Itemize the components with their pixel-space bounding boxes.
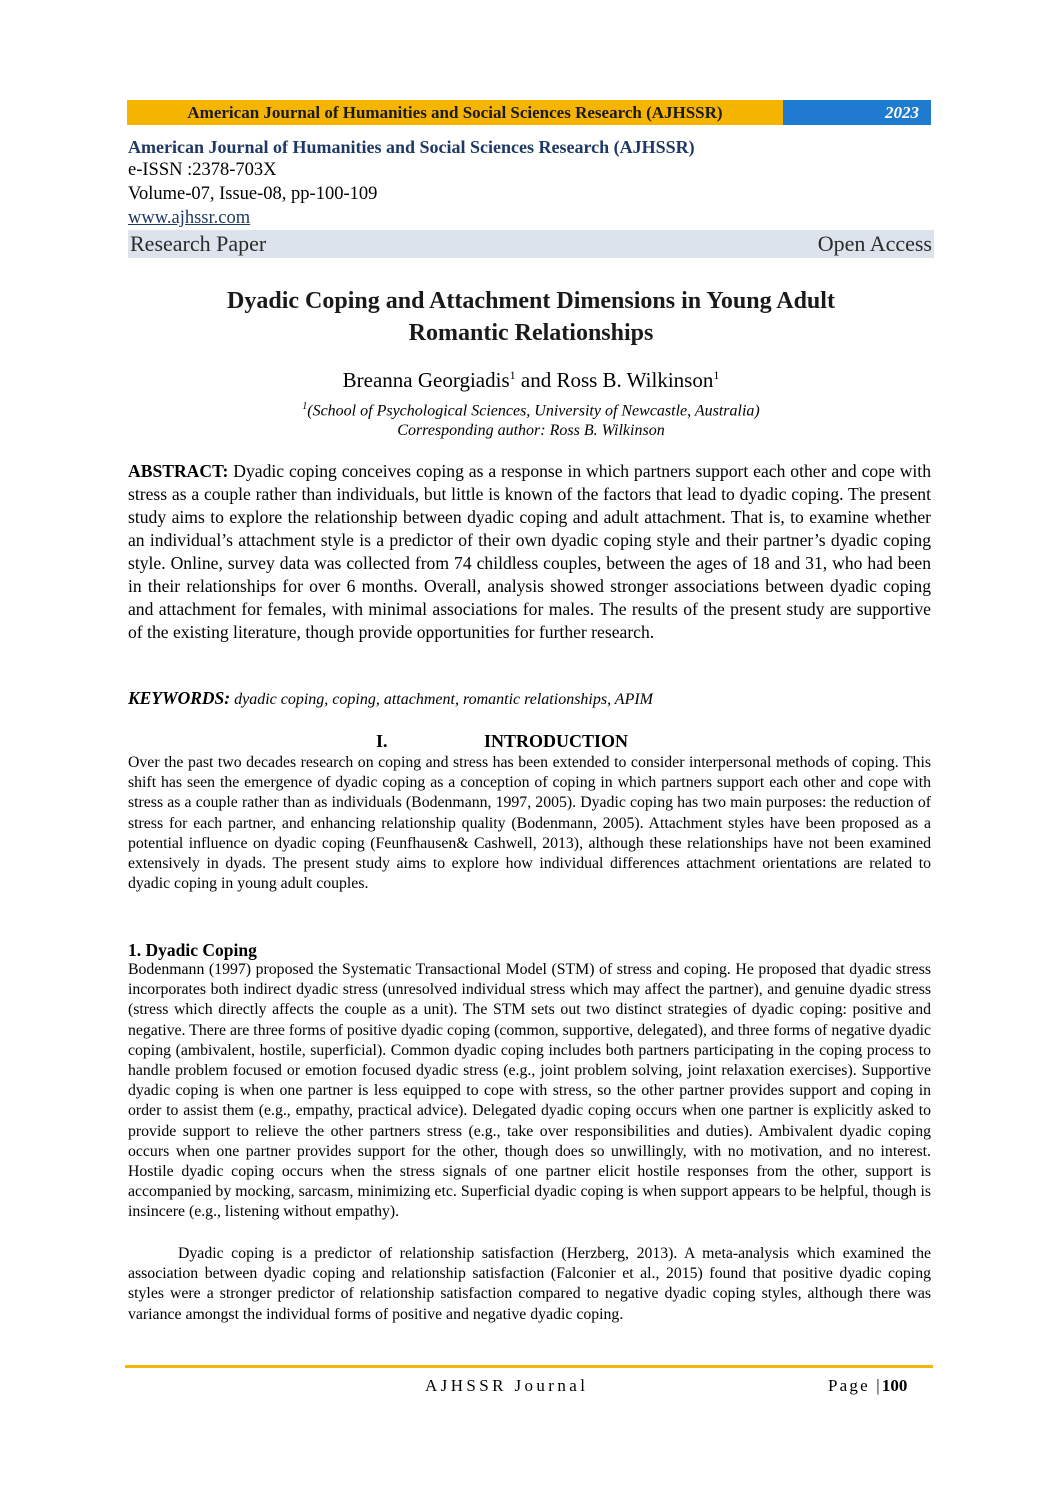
abstract-text: Dyadic coping conceives coping as a response in which partners support each other and cope with stress as a couple rather than individuals, but little is known of the factors that lead to dyadic coping. The present study aims to explore the relationship between dyadic coping and adult attachment. That is, to examine whether an individual’s attachment style is a predictor of their own dyadic coping style and their partner’s dyadic coping style. Online, survey data was collected from 74 childless couples, between the ages of 18 and 31, who had been in their relationships for over 6 months. Overall, analysis showed stronger associations between dyadic coping and attachment for females, with minimal associations for males. The results of the present study are supportive of the existing literature, though provide opportunities for further research. — [128, 461, 931, 642]
affiliation-superscript: 1 — [302, 401, 308, 412]
keywords-label: KEYWORDS: — [128, 688, 231, 708]
abstract-label: ABSTRACT: — [128, 461, 229, 481]
introduction-paragraph: Over the past two decades research on coping and stress has been extended to consider interpersonal methods of coping. This shift has seen the emergence of dyadic coping as a conception of coping in which partners support each other and cope with stress as a couple rather than as individuals (Bodenmann, 1997, 2005). Dyadic coping has two main purposes: the reduction of stress for each partner, and enhancing relationship quality (Bodenmann, 2005). Attachment styles have been proposed as a potential influence on dyadic coping (Feunfhausen& Cashwell, 2013), although these relationships have not been examined extensively in dyads. The present study aims to explore how individual differences attachment orientations are related to dyadic coping in young adult couples. — [128, 754, 931, 893]
journal-issn: e-ISSN :2378-703X — [128, 160, 277, 180]
author-2-superscript: 1 — [713, 368, 720, 382]
footer-page — [828, 1376, 907, 1396]
page-label: Page | — [828, 1376, 882, 1395]
journal-info — [128, 136, 934, 258]
section-title: INTRODUCTION — [484, 731, 629, 751]
paper-type: Research Paper — [130, 231, 267, 256]
title-line-2: Romantic Relationships — [408, 320, 654, 346]
affiliation-block — [128, 397, 934, 441]
title-line-1: Dyadic Coping and Attachment Dimensions in Young Adult — [227, 288, 835, 314]
journal-volume: Volume-07, Issue-08, pp-100-109 — [128, 184, 378, 204]
header-year: 2023 — [783, 100, 931, 125]
abstract — [128, 460, 931, 644]
author-1-superscript: 1 — [509, 368, 516, 382]
running-header — [127, 100, 931, 125]
affiliation: $^1$(School of Psychological Sciences, University of Newcastle, Australia) — [302, 401, 760, 420]
header-journal-name: American Journal of Humanities and Social Sciences Research (AJHSSR) — [127, 100, 783, 125]
subsection-heading-dyadic-coping: 1. Dyadic Coping — [128, 940, 257, 960]
section-number: I. — [376, 731, 388, 751]
footer-journal: AJHSSR Journal — [425, 1376, 589, 1395]
author-1: Breanna Georgiadis — [342, 368, 510, 392]
author-separator: and — [515, 368, 557, 392]
dyadic-coping-paragraph-1: Bodenmann (1997) proposed the Systematic Transactional Model (STM) of stress and coping. He proposed that dyadic stress incorporates both indirect dyadic stress (unresolved individual stress which may affect the partner), and genuine dyadic stress (stress which directly affects the couple as a unit). The STM sets out two distinct strategies of dyadic coping: positive and negative. There are three forms of positive dyadic coping (common, supportive, delegated), and three forms of negative dyadic coping (ambivalent, hostile, superficial). Common dyadic coping includes both partners participating in the coping process to handle problem focused or emotion focused dyadic stress (e.g., joint problem solving, joint relaxation exercises). Supportive dyadic coping is when one partner is less equipped to cope with stress, so the other partner provides support and coping in order to assist them (e.g., empathy, practical advice). Delegated dyadic coping occurs when one partner is explicitly asked to provide support to relieve the other partners stress (e.g., take over responsibilities and duties). Ambivalent dyadic coping occurs when one partner provides support for the other, though does so unwillingly, with no motivation, and no interest. Hostile dyadic coping occurs when the stress signals of one partner elicit hostile responses from the other, support is accompanied by mocking, sarcasm, minimizing etc. Superficial dyadic coping is when support appears to be helpful, though is insincere (e.g., listening without empathy). — [128, 961, 931, 1221]
journal-url-link[interactable]: www.ajhssr.com — [128, 208, 251, 228]
author-2: Ross B. Wilkinson — [556, 368, 714, 392]
keywords — [128, 688, 931, 709]
journal-name: American Journal of Humanities and Social Sciences Research (AJHSSR) — [128, 137, 695, 157]
article-title — [128, 285, 934, 349]
author-line — [128, 368, 934, 393]
keywords-text: dyadic coping, coping, attachment, romantic relationships, APIM — [230, 691, 654, 708]
page-number: 100 — [881, 1376, 908, 1395]
corresponding-author: Corresponding author: Ross B. Wilkinson — [397, 422, 665, 440]
access-type: Open Access — [817, 231, 932, 256]
footer-divider — [125, 1365, 933, 1368]
paper-type-bar — [128, 230, 934, 258]
dyadic-coping-paragraph-2: Dyadic coping is a predictor of relationship satisfaction (Herzberg, 2013). A meta-analysis which examined the association between dyadic coping and relationship satisfaction (Falconier et al., 2015) found that positive dyadic coping styles were a stronger predictor of relationship satisfaction compared to negative dyadic coping styles, although there was variance amongst the individual forms of positive and negative dyadic coping. — [128, 1245, 931, 1323]
